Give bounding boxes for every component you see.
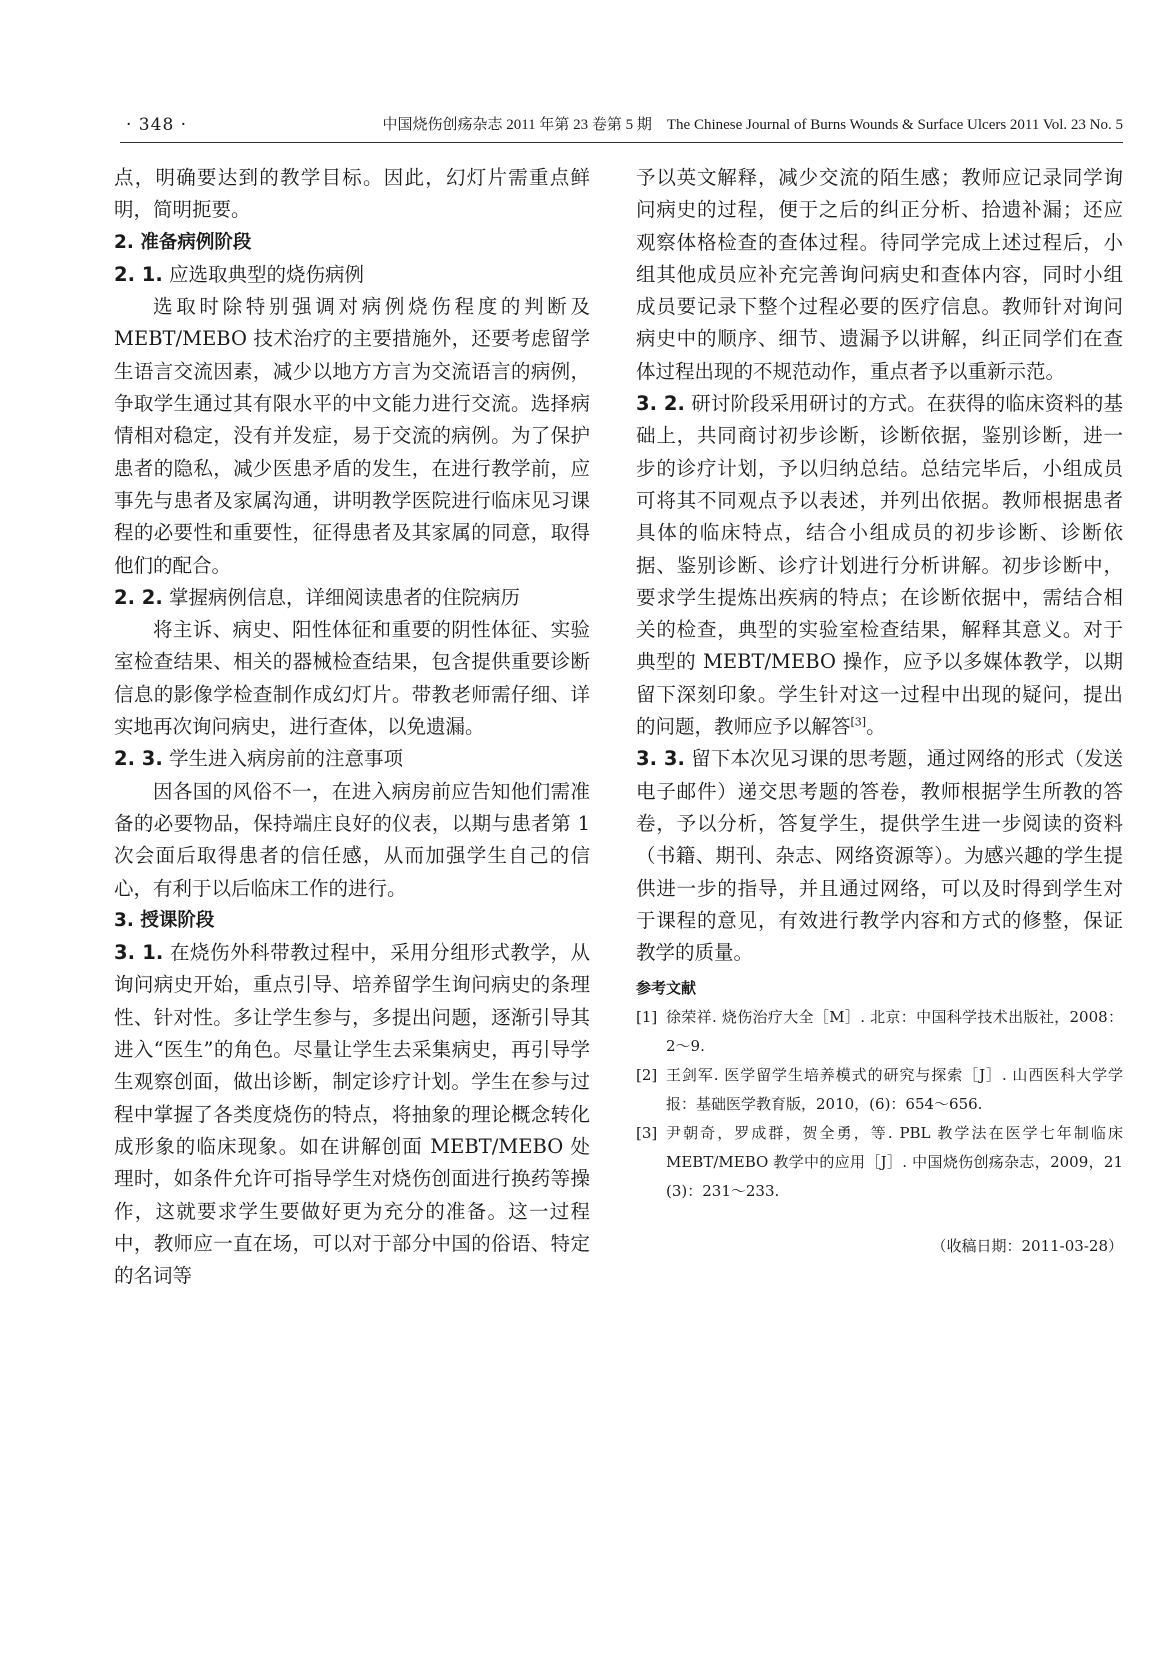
reference-text: 尹朝奇，罗成群，贺全勇，等. PBL 教学法在医学七年制临床 MEBT/MEBO 教学中的应用［J］. 中国烧伤创疡杂志，2009，21 (3)：231～233. [666, 1124, 1123, 1201]
reference-number: [3] [636, 1124, 658, 1143]
heading-number: 3. 3. [636, 747, 685, 771]
reference-number: [2] [636, 1066, 658, 1085]
page-number: · 348 · [126, 115, 188, 135]
paragraph-text: 留下本次见习课的思考题，通过网络的形式（发送电子邮件）递交思考题的答卷，教师根据学生所教的答卷，予以分析，答复学生，提供学生进一步阅读的资料（书籍、期刊、杂志、网络资源等）。为感兴趣的学生提供进一步的指导，并且通过网络，可以及时得到学生对于课程的意见，有效进行教学内容和方式的修整，保证教学的质量。 [636, 747, 1123, 965]
reference-text: 王剑军. 医学留学生培养模式的研究与探索［J］. 山西医科大学学报：基础医学教育版，2010，(6)：654～656. [666, 1066, 1123, 1114]
reference-item [636, 1119, 1123, 1206]
paragraph-end: 。 [866, 715, 886, 739]
section-heading-2: 2. 准备病例阶段 [114, 231, 252, 253]
heading-text: 学生进入病房前的注意事项 [162, 747, 403, 771]
heading-number: 2. 3. [114, 747, 163, 771]
heading-number: 2. 1. [114, 262, 163, 286]
citation-marker: [3] [850, 715, 867, 729]
reference-item [636, 1003, 1123, 1061]
received-date: （收稿日期：2011-03-28） [931, 1237, 1123, 1256]
journal-running-title: 中国烧伤创疡杂志 2011 年第 23 卷第 5 期 The Chinese Journal of Burns Wounds & Surface Ulcers 2011 Vol. 23 No. 5 [382, 117, 1123, 133]
reference-text: 徐荣祥. 烧伤治疗大全［M］. 北京：中国科学技术出版社，2008：2～9. [666, 1008, 1123, 1056]
subsection-heading-2-1 [114, 259, 590, 291]
heading-text: 掌握病例信息，详细阅读患者的住院病历 [162, 585, 520, 609]
paragraph-2-3: 因各国的风俗不一，在进入病房前应告知他们需准备的必要物品，保持端庄良好的仪表，以期与患者第 1 次会面后取得患者的信任感，从而加强学生自己的信心，有利于以后临床工作的进行。 [114, 779, 590, 900]
reference-number: [1] [636, 1008, 658, 1027]
left-column [114, 162, 590, 1292]
paragraph-2-1: 选取时除特别强调对病例烧伤程度的判断及 MEBT/MEBO 技术治疗的主要措施外，还要考虑留学生语言交流因素，减少以地方方言为交流语言的病例，争取学生通过其有限水平的中文能力进行交流。选择病情相对稳定，没有并发症，易于交流的病例。为了保护患者的隐私，减少医患矛盾的发生，在进行教学前，应事先与患者及家属沟通，讲明教学医院进行临床见习课程的必要性和重要性，征得患者及其家属的同意，取得他们的配合。 [114, 295, 590, 577]
subsection-heading-2-2 [114, 582, 590, 614]
subsection-heading-2-3 [114, 743, 590, 775]
paragraph-3-1-continued: 予以英文解释，减少交流的陌生感；教师应记录同学询问病史的过程，便于之后的纠正分析、拾遗补漏；还应观察体格检查的查体过程。待同学完成上述过程后，小组其他成员应补充完善询问病史和查体内容，同时小组成员要记录下整个过程必要的医疗信息。教师针对询问病史中的顺序、细节、遗漏予以讲解，纠正同学们在查体过程出现的不规范动作，重点者予以重新示范。 [636, 166, 1123, 383]
paragraph-3-2 [636, 388, 1123, 743]
heading-number: 3. 1. [114, 941, 164, 965]
paragraph-3-1 [114, 937, 590, 1292]
heading-text: 应选取典型的烧伤病例 [162, 262, 364, 286]
paragraph-text: 在烧伤外科带教过程中，采用分组形式教学，从询问病史开始，重点引导、培养留学生询问病史的条理性、针对性。多让学生参与，多提出问题，逐渐引导其进入“医生”的角色。尽量让学生去采集病史，再引导学生观察创面，做出诊断，制定诊疗计划。学生在参与过程中掌握了各类度烧伤的特点，将抽象的理论概念转化成形象的临床现象。如在讲解创面 MEBT/MEBO 处理时，如条件允许可指导学生对烧伤创面进行换药等操作，这就要求学生要做好更为充分的准备。这一过程中，教师应一直在场，可以对于部分中国的俗语、特定的名词等 [114, 941, 590, 1288]
paragraph-text: 研讨阶段采用研讨的方式。在获得的临床资料的基础上，共同商讨初步诊断，诊断依据，鉴别诊断，进一步的诊疗计划，予以归纳总结。总结完毕后，小组成员可将其不同观点予以表述，并列出依据。教师根据患者具体的临床特点，结合小组成员的初步诊断、诊断依据、鉴别诊断、诊疗计划进行分析讲解。初步诊断中，要求学生提炼出疾病的特点；在诊断依据中，需结合相关的检查，典型的实验室检查结果，解释其意义。对于典型的 MEBT/MEBO 操作，应予以多媒体教学，以期留下深刻印象。学生针对这一过程中出现的疑问，提出的问题，教师应予以解答 [636, 392, 1123, 739]
page-header [120, 112, 1123, 143]
section-heading-3: 3. 授课阶段 [114, 909, 215, 931]
heading-number: 2. 2. [114, 585, 163, 609]
paragraph-2-2: 将主诉、病史、阳性体征和重要的阴性体征、实验室检查结果、相关的器械检查结果，包含提供重要诊断信息的影像学检查制作成幻灯片。带教老师需仔细、详实地再次询问病史，进行查体，以免遗漏。 [114, 618, 590, 739]
paragraph-3-3 [636, 743, 1123, 969]
right-column [636, 162, 1123, 1263]
reference-item [636, 1061, 1123, 1119]
heading-number: 3. 2. [636, 392, 685, 416]
references-title: 参考文献 [636, 979, 697, 998]
paragraph-continued: 点，明确要达到的教学目标。因此，幻灯片需重点鲜明，简明扼要。 [114, 166, 590, 222]
